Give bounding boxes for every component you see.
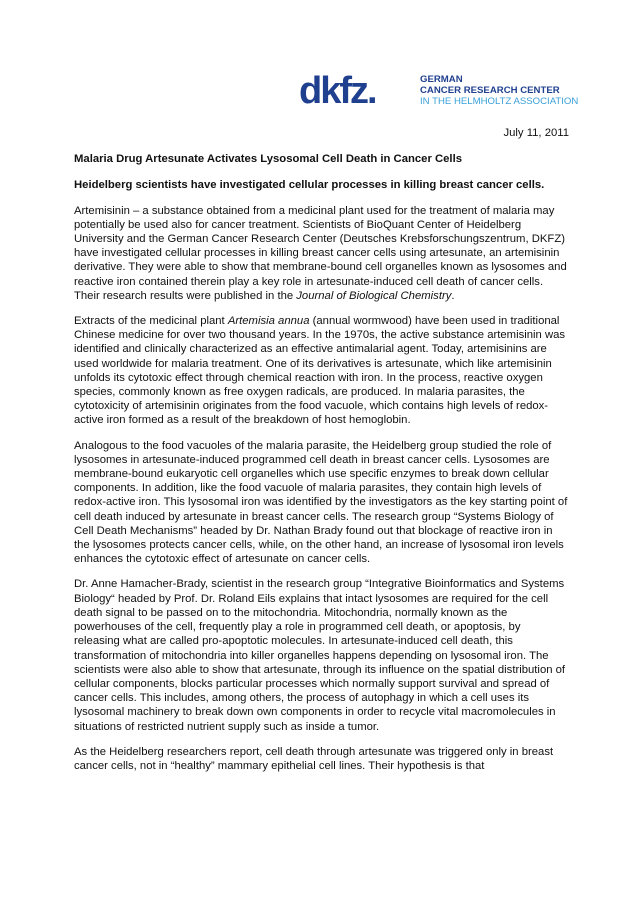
paragraph-4: Dr. Anne Hamacher-Brady, scientist in the research group “Integrative Bioinformatics and Systems Biology“ headed by Prof. Dr. Roland Eils explains that intact lysosomes are required for the cell death signal to be passed on to the mitochondria. Mitochondria, normally known as the powerhouses of the cell, frequently play a role in programmed cell death, or apoptosis, by releasing what are called pro-apoptotic molecules. In artesunate-induced cell death, this transformation of mitochondria into killer organelles happens depending on lysosomal iron. The scientists were also able to show that artesunate, through its influence on the spatial distribution of cellular components, blocks particular processes which normally support survival and spread of cancer cells. This includes, among others, the process of autophagy in which a cell uses its lysosomal machinery to break down own components in order to recycle vital macromolecules in situations of restricted nutrient supply such as inside a tumor.	[74, 578, 566, 733]
logo-line-3: IN THE HELMHOLTZ ASSOCIATION	[420, 96, 579, 108]
release-date: July 11, 2011	[503, 127, 569, 139]
headline: Malaria Drug Artesunate Activates Lysosomal Cell Death in Cancer Cells	[74, 153, 462, 166]
dkfz-logo	[299, 72, 589, 112]
lead-paragraph: Heidelberg scientists have investigated cellular processes in killing breast cancer cells.	[74, 179, 545, 192]
paragraph-1	[74, 204, 569, 303]
species-name: Artemisia annua	[227, 315, 310, 328]
paragraph-5: As the Heidelberg researchers report, cell death through artesunate was triggered only in breast cancer cells, not in “healthy” mammary epithelial cell lines. Their hypothesis is that	[74, 745, 554, 772]
logo-line-2: CANCER RESEARCH CENTER	[420, 85, 560, 97]
paragraph-2-text: (annual wormwood) have been used in traditional Chinese medicine for over two thousand years. In the 1970s, the active substance artemisinin was identified and clinically characterized as an effective antimalarial agent. Today, artemisinins are used worldwide for malaria treatment. One of its derivatives is artesunate, which like artemisinin unfolds its cytotoxic effect through chemical reaction with iron. In the process, reactive oxygen species, commonly known as free oxygen radicals, are produced. In malaria parasites, the cytotoxicity of artemisinin originates from the food vacuole, which contains high levels of redox-active iron formed as a result of the breakdown of host hemoglobin.	[74, 315, 566, 427]
paragraph-3: Analogous to the food vacuoles of the malaria parasite, the Heidelberg group studied the role of lysosomes in artesunate-induced programmed cell death in breast cancer cells. Lysosomes are membrane-bound eukaryotic cell organelles which use specific enzymes to break down cellular components. In addition, like the food vacuole of malaria parasites, they contain high levels of redox-active iron. This lysosomal iron was identified by the investigators as the key starting point of cell death induced by artesunate in breast cancer cells. The research group “Systems Biology of Cell Death Mechanisms” headed by Dr. Nathan Brady found out that blockage of reactive iron in the lysosomes protects cancer cells, while, on the other hand, an increase of lysosomal iron levels enhances the cytotoxic effect of artesunate on cancer cells.	[74, 439, 568, 566]
press-release-body	[74, 126, 569, 784]
paragraph-2	[74, 314, 569, 428]
paragraph-1-text: Artemisinin – a substance obtained from a medicinal plant used for the treatment of malaria may potentially be used also for cancer treatment. Scientists of BioQuant Center of Heidelberg University and the German Cancer Research Center (Deutsches Krebsforschungszentrum, DKFZ) have investigated cellular processes in killing breast cancer cells using artesunate, an artemisinin derivative. They were able to show that membrane-bound cell organelles known as lysosomes and reactive iron contained therein play a key role in artesunate-induced cell death of cancer cells. Their research results were published in the	[74, 204, 567, 302]
logo-text	[420, 74, 578, 108]
logo-line-1: GERMAN	[420, 74, 463, 85]
logo-mark: dkfz.	[299, 70, 376, 112]
journal-name: Journal of Biological Chemistry	[296, 289, 452, 302]
paragraph-1-end: .	[451, 289, 455, 302]
paragraph-2-start: Extracts of the medicinal plant	[74, 315, 228, 328]
